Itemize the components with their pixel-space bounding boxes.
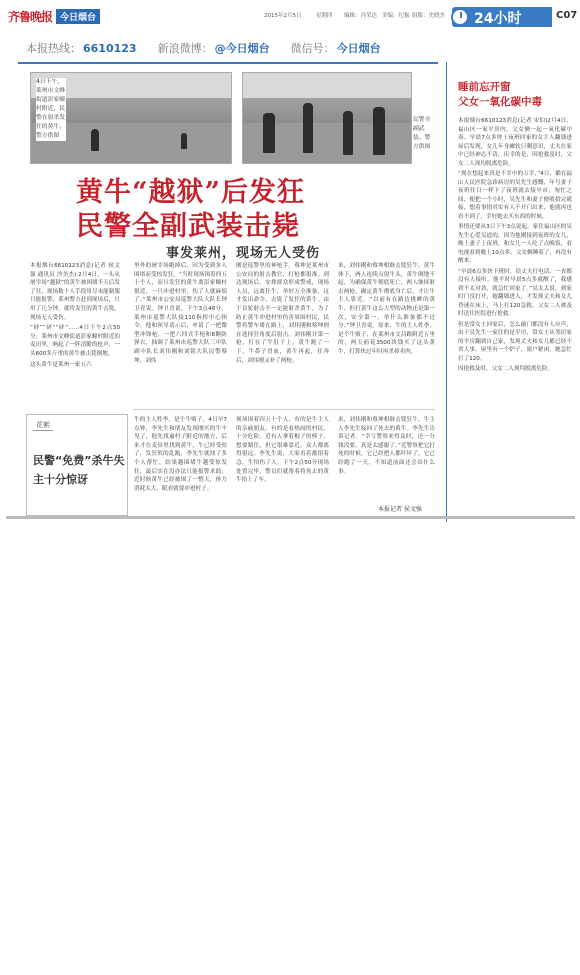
side-paragraph-2: “现在想起来真是不幸中的万幸，”4日，躺在福山人民医院急诊病房的吴先生感慨，年号妻子夜班住日一样下了夜班就去接早市，匆忙之间，便把一个小时，吴先生和妻子便收拾完就接，想着事情其实有人不开门出来，他就再也看不到了，幸好她去买东西的时候。: [458, 171, 572, 220]
side-article-body: [458, 117, 572, 376]
article-subhead: 事发莱州，现场无人受伤: [166, 246, 321, 261]
hotline-phone: 6610123: [83, 42, 137, 55]
anecdote-column-2: 现场围着四五十个人，有的是牛主人的亲戚朋友，有的是看热闹的村民，十分危险。近有人拿着棍子的棒子，想要制住，但它很难靠近，众人都离得很远。李先生说，大家看着都很着急，生怕伤了人。下午2点50分现场处置完毕，警员们就帮着将死去的黄牛抬上了车。: [236, 417, 329, 484]
hotline-bar: [26, 40, 383, 58]
section-separator: [133, 409, 435, 410]
page-bottom-rule: [6, 516, 575, 519]
newspaper-page: [6, 4, 578, 520]
section-label: 今日烟台: [56, 9, 100, 24]
weibo-label: 新浪微博：: [157, 42, 213, 55]
sidebar-box-anecdote: [26, 414, 128, 516]
issue-weekday: 星期四: [316, 13, 333, 19]
editor-credit: 编辑：冯荣达: [344, 13, 378, 19]
photo-caption-1: 4日下午，莱州市文峰街道彭家疃村附近，民警在射杀发狂的黄牛。警方供图: [36, 79, 65, 139]
side-title-line-1: 睡前忘开窗: [458, 81, 511, 93]
lead-paragraph-3: 这头黄牛是莱州一家五六: [30, 361, 92, 368]
side-paragraph-6: 因抢救及时，父女二人现均脱离危险。: [458, 366, 554, 372]
header-rule: [18, 62, 438, 64]
newspaper-logo: 齐鲁晚报: [8, 10, 53, 24]
weibo-handle: @今日烟台: [214, 42, 270, 55]
box-tag: 花絮: [33, 420, 53, 431]
side-paragraph-4: “早晨6点多快下班时，给丈夫打电话，一直都没有人接听，他平时早晨5点多就醒了，我感到不太对劲，就急忙回家了。”吴太太说，到家时门没打开，她翻墙进入，才发现丈夫和女儿昏迷在床上，马上打120急救，父女二人被及时送往医院进行抢救。: [458, 268, 572, 317]
side-title-line-2: 父女一氧化碳中毒: [458, 96, 542, 108]
anecdote-column-1: 牛的主人姓李，是个牛贩子，4日早7点钟，李先生和朋友发现刚买的牛不见了，他先找遍村子附近的地方，后来才在麦田里找到黄牛，牛已经受惊了，发狂似的乱跑，李先生就找了多个人帮忙，结果越围堵牛越受惊发狂，最后实在没办法只能报警求助。近时候黄牛已经被围了一整天，体力消耗太大，眼看就要冲进村子。: [134, 417, 227, 492]
clock-icon: [451, 8, 469, 26]
hotline-label: 本报热线：: [26, 42, 81, 55]
headline-line-1: 黄牛“越狱”后发狂: [76, 177, 306, 208]
headline-line-2: 民警全副武装击毙: [76, 211, 300, 242]
article-byline: 本报记者 侯文强: [378, 506, 422, 513]
section-badge: [452, 7, 552, 27]
lead-paragraph-2: “砰”“砰”“砰”……4日下午2点50分，莱州市文峰街道彭家疃村附近的麦田里，响起了一阵清脆的枪声，一头600多斤重的黄牛被击毙倒地。: [30, 325, 120, 357]
design-credit: 美编：纪振: [382, 13, 410, 19]
lead-paragraph-1: 本报烟台6610123消息(记者 侯文强 通讯员 沙美杰) 2月4日，一头从屠宰场“越狱”的黄牛被困堵半天后发了狂，现场数十人手段用尽未能制服只能报警，莱州警方赶到现场后，只用了几分钟，就将发狂的黄牛击毙，现场无人受伤。: [30, 263, 120, 321]
side-article-title: [458, 80, 574, 110]
issue-date: 2015年2月5日: [264, 13, 302, 19]
badge-label: 24小时: [474, 11, 522, 27]
wechat-label: 微信号：: [290, 42, 335, 55]
anecdote-column-3: 米，刘伟刚和蔡坤相继击毙狂牛，牛主人李先生接回了死去的黄牛。李先生告诉记者：“幸亏警察来得及时，还一分钱没要，真是太感谢了。”近警察把它打死的时候，它已经把人都吓坏了，它已经跑了一天，不知道前面还会出什么事。: [338, 417, 435, 475]
page-number: C07: [556, 10, 578, 21]
article-headline: [76, 176, 436, 244]
photo-armed-police: [242, 72, 412, 164]
column-divider: [446, 62, 447, 522]
article-lead: [30, 262, 120, 371]
article-column-1: 里外的屠宰场跑掉后，因为受到多人围堵而受惊发狂。“当时现场围着四五十个人，而且发狂的黄牛离彭家疃村很近，一旦冲进村里，伤了人就麻烦了。”莱州市公安局巡警大队大队长钟卫青说。钟卫青说，下午3点46分，莱州市巡警大队接110指挥中心指令，他和领导请示后，申请了一把微型冲锋枪，一把六四式手枪和8颗防弹衣，抽调了莱州市巡警大队三中队副中队长刘伟刚和刘铭大队民警蔡坤，刘伟: [134, 263, 227, 364]
side-paragraph-1: 本报烟台6610123消息(记者 宋伯)2月4日，福山区一家平房内，父女俩一起一氧化碳中毒。早晨7点多钟上夜班回家的女主人翻墙进屋后发现，女儿年身瘫软只剩意识，丈夫在家中已经神志不清，庆幸的是，因抢救及时，父女二人现均脱离危险。: [458, 118, 572, 167]
side-paragraph-5: 但是常女士回家后，怎么敲门都没有人应声，由于吴先生一家住的是平房，常女士从邻居家的平房翻到自己家，发现丈夫和女儿都已经不省人事，屋里有一个炉子，窗户紧闭，她急忙打了120。: [458, 321, 572, 362]
proof-credit: 组版：史晓杰: [412, 13, 446, 19]
photo-caption-2: 民警全副武装。警方供图: [413, 116, 435, 152]
article-column-2: 刚是巡警里的神枪手，蔡坤是莱州市公安局的射击教官，打枪都很准。到达现场后，安排群众形成警戒，现场人员，远离狂牛，举好万全准备，这才发出命令，击毙了发狂的黄牛。由于首轮射击不一定能射杀黄牛，为了防止黄牛冲进村里伤害周围村民，民警将警车堵在路上，刘伟刚和蔡坤则在选择狂角度后射击。刘伟刚开第一枪，打在了牛肚子上，黄牛跪了一下，牛鼻子冒血，黄牛再起，狂奔后，刘伟刚又补了两枪。: [236, 263, 329, 364]
box-title: 民警“免费”杀牛失主十分惊讶: [33, 454, 125, 486]
masthead: [6, 4, 578, 34]
side-paragraph-3: 事情还要从3日下午3点说起。家住福山区的吴先生心爱吴道的，因为他刚接到夜班的女儿，晚上妻子上夜班，和女儿一人吃了点晚饭，看电视看到晚上10点多，父女俩睡着了，再没有醒来。: [458, 224, 572, 264]
article-column-3: 米，刘伟刚和蔡坤相继击毙狂牛，黄牛体下，两人连续点射牛头，黄牛倒地不起，为确保黄牛彻底死亡，两人继续射击两枪，确定黄牛彻底身亡后，才让牛主人靠近。“以前有在路边挑衅的黄牛，但打黄牛这么大型的动物还是第一次，安全第一，举什么准备都不过分。”钟卫青说。原来，牛的主人姓李，是个牛贩子，在莱州市文昌路附近五里的，两天前花3500块钱买了这头黄牛，打算快过年时再杀掉卖肉。: [338, 263, 435, 355]
wechat-id: 今日烟台: [336, 42, 381, 55]
